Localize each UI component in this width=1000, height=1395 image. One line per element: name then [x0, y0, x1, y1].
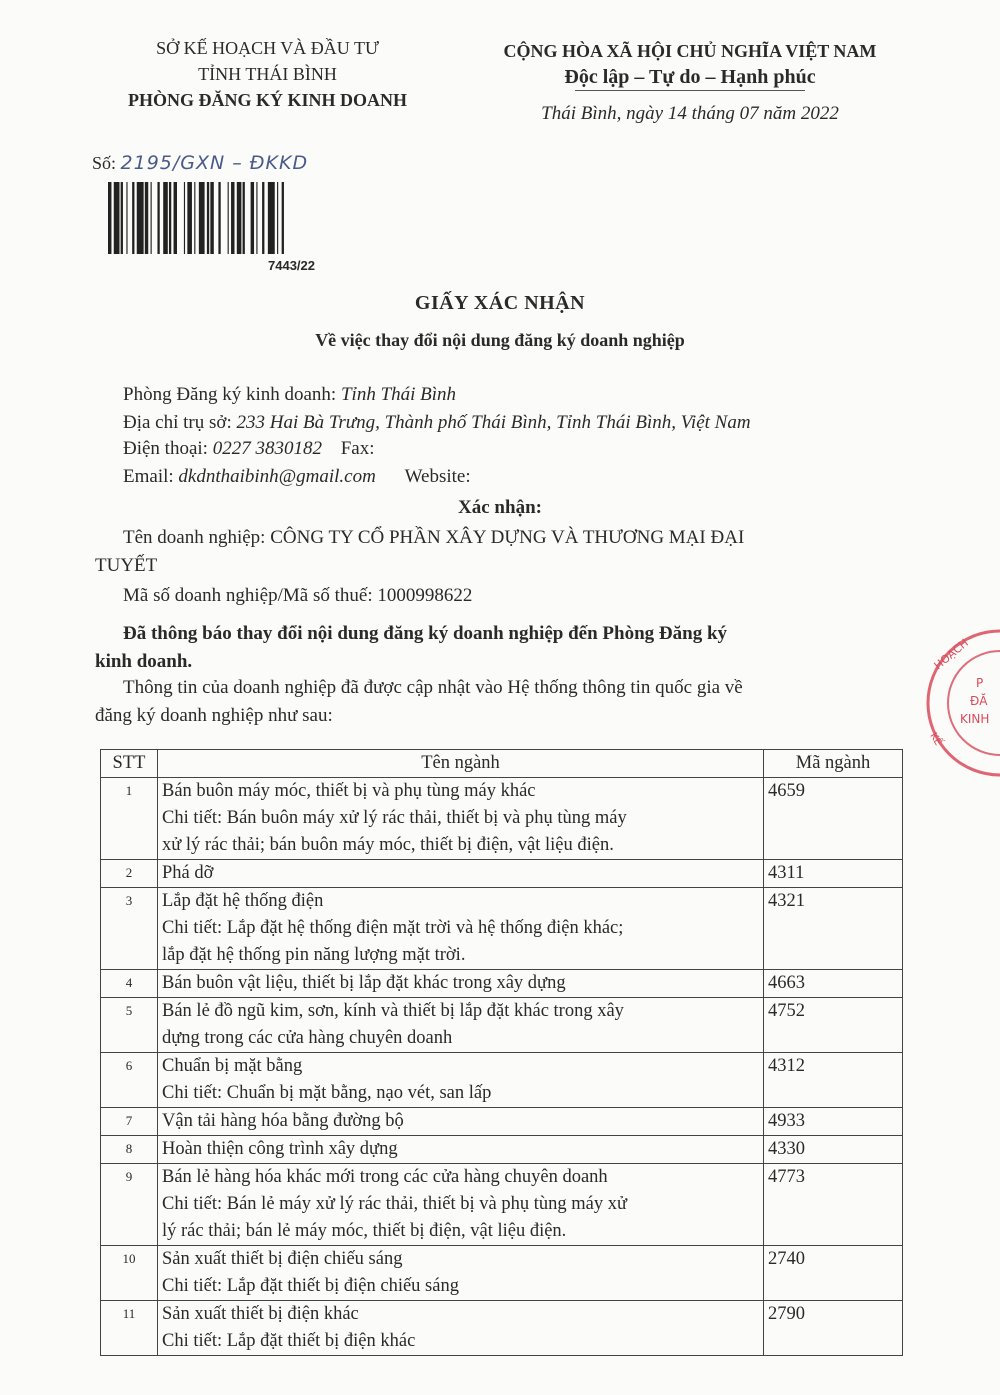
- table-row: [101, 970, 903, 998]
- barcode-bar: [277, 182, 278, 254]
- table-row: [101, 860, 903, 888]
- notice-line-2: kinh doanh.: [95, 651, 193, 672]
- office-email-label: Email:: [123, 466, 174, 487]
- barcode-bar: [251, 182, 254, 254]
- row-stt: 5: [101, 998, 158, 1053]
- table-row: [101, 1053, 903, 1108]
- row-business-line: Chi tiết: Lắp đặt hệ thống điện mặt trời và hệ thống điện khác;: [162, 918, 624, 938]
- motto-underline: [575, 90, 805, 91]
- business-lines-table: [100, 749, 903, 1356]
- row-business-line: Chi tiết: Bán lẻ máy xử lý rác thải, thiết bị và phụ tùng máy xử: [162, 1194, 627, 1214]
- office-address-label: Địa chỉ trụ sở:: [123, 412, 232, 433]
- row-stt: 2: [101, 860, 158, 888]
- row-business-code: 4659: [764, 778, 903, 860]
- confirm-heading: Xác nhận:: [458, 497, 542, 518]
- barcode-bar: [151, 182, 152, 254]
- document-subtitle: Về việc thay đổi nội dung đăng ký doanh nghiệp: [315, 330, 685, 350]
- row-business-name: [158, 998, 764, 1053]
- barcode-bar: [218, 182, 220, 254]
- row-business-line: Chuẩn bị mặt bằng: [162, 1056, 303, 1076]
- office-phone-value: 0227 3830182: [212, 438, 322, 459]
- table-header-row: [101, 750, 903, 778]
- header-code: Mã ngành: [764, 750, 903, 778]
- row-business-line: Chi tiết: Lắp đặt thiết bị điện chiếu sáng: [162, 1276, 459, 1296]
- row-stt: 8: [101, 1136, 158, 1164]
- row-business-line: Lắp đặt hệ thống điện: [162, 891, 324, 911]
- svg-text:P: P: [976, 676, 984, 690]
- issue-date: Thái Bình, ngày 14 tháng 07 năm 2022: [541, 103, 839, 124]
- row-stt: 9: [101, 1164, 158, 1246]
- row-business-line: Bán buôn máy móc, thiết bị và phụ tùng máy khác: [162, 781, 536, 801]
- office-address-value: 233 Hai Bà Trưng, Thành phố Thái Bình, Tỉnh Thái Bình, Việt Nam: [236, 412, 751, 433]
- barcode-bar: [126, 182, 127, 254]
- barcode-bar: [169, 182, 171, 254]
- row-business-code: 4752: [764, 998, 903, 1053]
- row-business-code: 4663: [764, 970, 903, 998]
- national-motto: Độc lập – Tự do – Hạnh phúc: [564, 66, 816, 88]
- table-row: [101, 888, 903, 970]
- svg-text:ĐĂ: ĐĂ: [970, 694, 988, 708]
- barcode-bar: [228, 182, 229, 254]
- table-row: [101, 1301, 903, 1356]
- row-business-code: 4311: [764, 860, 903, 888]
- office-name-label: Phòng Đăng ký kinh doanh:: [123, 384, 337, 405]
- row-business-line: Chi tiết: Bán buôn máy xử lý rác thải, thiết bị và phụ tùng máy: [162, 808, 627, 828]
- row-business-name: [158, 1108, 764, 1136]
- document-number: [92, 152, 308, 174]
- row-business-name: [158, 970, 764, 998]
- authority-line-1: SỞ KẾ HOẠCH VÀ ĐẦU TƯ: [156, 38, 379, 58]
- svg-text:HOẠCH: HOẠCH: [931, 636, 971, 673]
- company-name-line-2: TUYẾT: [95, 555, 158, 576]
- barcode-bar: [210, 182, 213, 254]
- row-business-code: 2740: [764, 1246, 903, 1301]
- row-stt: 11: [101, 1301, 158, 1356]
- barcode-bar: [199, 182, 205, 254]
- row-business-line: Phá dỡ: [162, 863, 214, 883]
- row-business-line: lắp đặt hệ thống pin năng lượng mặt trời.: [162, 945, 466, 965]
- barcode-bar: [237, 182, 242, 254]
- table-row: [101, 1164, 903, 1246]
- notice-line-1: Đã thông báo thay đổi nội dung đăng ký doanh nghiệp đến Phòng Đăng ký: [123, 623, 728, 644]
- barcode-bar: [256, 182, 257, 254]
- barcode-bar: [145, 182, 148, 254]
- row-business-line: xử lý rác thải; bán buôn máy móc, thiết bị điện, vật liệu điện.: [162, 835, 614, 855]
- office-phone-line: [123, 438, 374, 460]
- barcode-bar: [268, 182, 275, 254]
- barcode-bar: [132, 182, 134, 254]
- table-row: [101, 1136, 903, 1164]
- barcode-bar: [137, 182, 144, 254]
- office-email-line: [123, 466, 471, 488]
- row-stt: 3: [101, 888, 158, 970]
- svg-text:KẾ: KẾ: [927, 731, 944, 748]
- office-website-label: Website:: [404, 466, 471, 487]
- office-name-value: Tỉnh Thái Bình: [340, 384, 457, 405]
- barcode-bar: [231, 182, 234, 254]
- update-line-1: Thông tin của doanh nghiệp đã được cập nhật vào Hệ thống thông tin quốc gia về: [123, 677, 743, 698]
- office-phone-label: Điện thoại:: [123, 438, 208, 459]
- row-business-name: [158, 1301, 764, 1356]
- row-business-name: [158, 1164, 764, 1246]
- issuing-authority: [95, 35, 440, 113]
- company-name: [95, 524, 905, 580]
- header-name: Tên ngành: [158, 750, 764, 778]
- official-seal: [918, 625, 1000, 785]
- row-stt: 10: [101, 1246, 158, 1301]
- row-business-line: Bán buôn vật liệu, thiết bị lắp đặt khác trong xây dựng: [162, 973, 566, 993]
- document-number-label: Số:: [92, 153, 117, 173]
- row-business-name: [158, 1246, 764, 1301]
- row-business-code: 4773: [764, 1164, 903, 1246]
- barcode-bar: [243, 182, 245, 254]
- row-business-line: Chi tiết: Chuẩn bị mặt bằng, nạo vét, san lấp: [162, 1083, 492, 1103]
- row-stt: 1: [101, 778, 158, 860]
- row-business-line: lý rác thải; bán lẻ máy móc, thiết bị điện, vật liệu điện.: [162, 1221, 567, 1241]
- barcode-bar: [108, 182, 111, 254]
- barcode-bar: [194, 182, 195, 254]
- barcode-number: 7443/22: [268, 258, 315, 273]
- row-business-line: Bán lẻ đồ ngũ kim, sơn, kính và thiết bị lắp đặt khác trong xây: [162, 1001, 624, 1021]
- barcode-bar: [121, 182, 123, 254]
- row-business-line: Hoàn thiện công trình xây dựng: [162, 1139, 398, 1159]
- barcode-bar: [157, 182, 159, 254]
- row-business-code: 4312: [764, 1053, 903, 1108]
- row-business-code: 4330: [764, 1136, 903, 1164]
- barcode-bar: [262, 182, 264, 254]
- row-business-code: 4933: [764, 1108, 903, 1136]
- row-business-name: [158, 860, 764, 888]
- table-row: [101, 998, 903, 1053]
- company-name-line-1: Tên doanh nghiệp: CÔNG TY CỔ PHẦN XÂY DỰNG VÀ THƯƠNG MẠI ĐẠI: [123, 527, 745, 548]
- table-row: [101, 1246, 903, 1301]
- office-name-line: [123, 384, 456, 406]
- header-stt: STT: [101, 750, 158, 778]
- authority-line-2: TỈNH THÁI BÌNH: [198, 64, 337, 84]
- tax-code-line: Mã số doanh nghiệp/Mã số thuế: 1000998622: [123, 585, 473, 606]
- table-row: [101, 778, 903, 860]
- update-line-2: đăng ký doanh nghiệp như sau:: [95, 705, 333, 726]
- svg-text:KINH: KINH: [960, 712, 990, 726]
- row-business-code: 4321: [764, 888, 903, 970]
- office-email-value: dkdnthaibinh@gmail.com: [178, 466, 376, 487]
- barcode-bar: [282, 182, 284, 254]
- barcode: [108, 182, 488, 254]
- national-header: [470, 38, 910, 127]
- row-business-name: [158, 888, 764, 970]
- barcode-bar: [114, 182, 120, 254]
- notice-text: [95, 620, 905, 676]
- country-name: CỘNG HÒA XÃ HỘI CHỦ NGHĨA VIỆT NAM: [503, 41, 877, 61]
- office-fax-label: Fax:: [340, 438, 375, 459]
- document-number-handwritten: 2195/GXN – ĐKKD: [120, 152, 309, 174]
- barcode-bar: [163, 182, 168, 254]
- document-title: GIẤY XÁC NHẬN: [414, 292, 586, 314]
- row-business-line: Chi tiết: Lắp đặt thiết bị điện khác: [162, 1331, 416, 1351]
- row-business-code: 2790: [764, 1301, 903, 1356]
- row-business-name: [158, 1053, 764, 1108]
- row-business-line: Vận tải hàng hóa bằng đường bộ: [162, 1111, 404, 1131]
- row-business-line: dựng trong các cửa hàng chuyên doanh: [162, 1028, 453, 1048]
- office-address-line: [123, 412, 751, 434]
- barcode-bar: [207, 182, 209, 254]
- row-stt: 4: [101, 970, 158, 998]
- row-business-line: Sản xuất thiết bị điện khác: [162, 1304, 359, 1324]
- barcode-bar: [184, 182, 185, 254]
- row-business-name: [158, 778, 764, 860]
- row-business-name: [158, 1136, 764, 1164]
- row-stt: 7: [101, 1108, 158, 1136]
- barcode-bar: [174, 182, 177, 254]
- authority-line-3: PHÒNG ĐĂNG KÝ KINH DOANH: [128, 90, 407, 110]
- update-text: [95, 674, 905, 730]
- row-stt: 6: [101, 1053, 158, 1108]
- row-business-line: Bán lẻ hàng hóa khác mới trong các cửa hàng chuyên doanh: [162, 1167, 608, 1187]
- row-business-line: Sản xuất thiết bị điện chiếu sáng: [162, 1249, 403, 1269]
- table-row: [101, 1108, 903, 1136]
- barcode-bar: [187, 182, 192, 254]
